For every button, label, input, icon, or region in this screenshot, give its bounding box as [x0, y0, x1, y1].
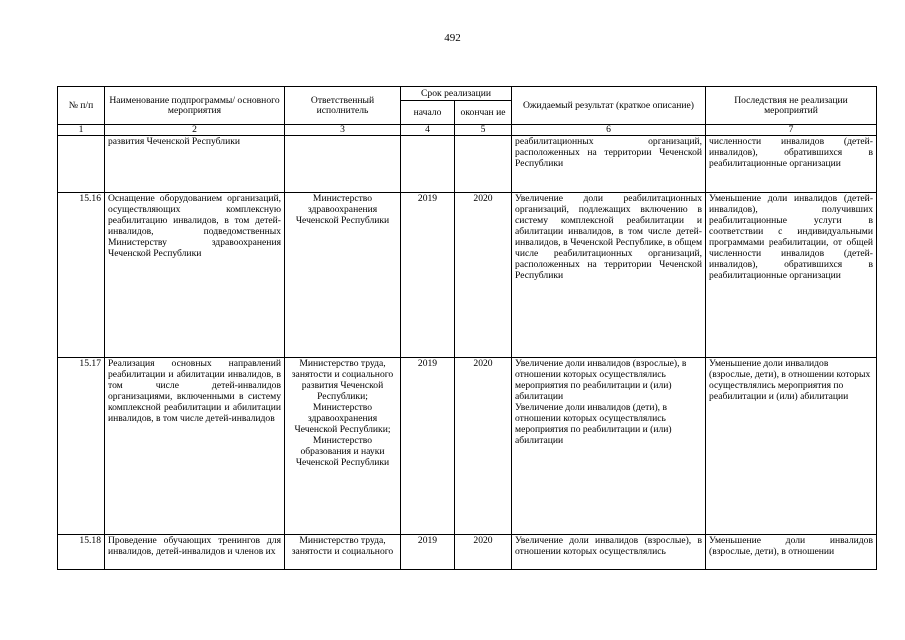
row-consequences: Уменьшение доли инвалидов (взрослые, дети), в отношении — [706, 535, 877, 570]
row-start: 2019 — [401, 193, 455, 358]
row-executor: Министерство здравоохранения Чеченской Республики — [285, 193, 401, 358]
row-name: развития Чеченской Республики — [105, 136, 285, 193]
row-consequences: Уменьшение доли инвалидов (взрослые, дети), в отношении которых осуществлялись мероприятия по реабилитации и (или) абилитации — [706, 358, 877, 535]
row-name: Оснащение оборудованием организаций, осуществляющих комплексную реабилитацию инвалидов, в том детей-инвалидов, подведомственных Министерству здравоохранения Чеченской Республики — [105, 193, 285, 358]
header-end: окончан ие — [455, 101, 512, 125]
row-end: 2020 — [455, 358, 512, 535]
header-num: № п/п — [58, 87, 105, 125]
row-executor: Министерство труда, занятости и социального развития Чеченской Республики; Министерство здравоохранения Чеченской Республики; Министерство образования и науки Чеченской Республики — [285, 358, 401, 535]
table-row — [58, 358, 877, 535]
row-result: реабилитационных организаций, расположенных на территории Чеченской Республики — [512, 136, 706, 193]
row-start: 2019 — [401, 358, 455, 535]
col-number: 7 — [706, 125, 877, 136]
header-executor: Ответственный исполнитель — [285, 87, 401, 125]
header-consequences: Последствия не реализации мероприятий — [706, 87, 877, 125]
row-start: 2019 — [401, 535, 455, 570]
col-number: 3 — [285, 125, 401, 136]
row-executor — [285, 136, 401, 193]
row-result: Увеличение доли реабилитационных организаций, подлежащих включению в систему комплексной реабилитации и абилитации инвалидов, в том числе детей-инвалидов, в Чеченской Республике, в общем числе реабилитационных организаций, расположенных на территории Чеченской Республики — [512, 193, 706, 358]
row-start — [401, 136, 455, 193]
col-number: 6 — [512, 125, 706, 136]
header-period: Срок реализации — [401, 87, 512, 101]
page-number: 492 — [444, 32, 461, 44]
row-executor: Министерство труда, занятости и социального — [285, 535, 401, 570]
row-name: Реализация основных направлений реабилитации и абилитации инвалидов, в том числе детей-инвалидов организациями, включенными в систему комплексной реабилитации и абилитации инвалидов, в том числе детей-инвалидов — [105, 358, 285, 535]
row-end: 2020 — [455, 535, 512, 570]
program-table — [57, 86, 877, 570]
col-number: 4 — [401, 125, 455, 136]
table-row — [58, 535, 877, 570]
row-number — [58, 136, 105, 193]
row-end — [455, 136, 512, 193]
col-number: 1 — [58, 125, 105, 136]
row-number: 15.16 — [58, 193, 105, 358]
table-row — [58, 136, 877, 193]
row-result: Увеличение доли инвалидов (взрослые), в отношении которых осуществлялись мероприятия по реабилитации и (или) абилитации Увеличение доли инвалидов (дети), в отношении которых осуществлялись мероприятия по реабилитации и (или) абилитации — [512, 358, 706, 535]
table-row — [58, 193, 877, 358]
row-end: 2020 — [455, 193, 512, 358]
col-number: 5 — [455, 125, 512, 136]
row-consequences: Уменьшение доли инвалидов (детей-инвалидов), получивших реабилитационные услуги в соответствии с индивидуальными программами реабилитации, от общей численности инвалидов (детей-инвалидов), обратившихся в реабилитационные организации — [706, 193, 877, 358]
row-consequences: численности инвалидов (детей-инвалидов), обратившихся в реабилитационные организации — [706, 136, 877, 193]
header-name: Наименование подпрограммы/ основного мероприятия — [105, 87, 285, 125]
row-number: 15.18 — [58, 535, 105, 570]
row-result: Увеличение доли инвалидов (взрослые), в отношении которых осуществлялись — [512, 535, 706, 570]
row-number: 15.17 — [58, 358, 105, 535]
row-name: Проведение обучающих тренингов для инвалидов, детей-инвалидов и членов их — [105, 535, 285, 570]
header-result: Ожидаемый результат (краткое описание) — [512, 87, 706, 125]
col-number: 2 — [105, 125, 285, 136]
header-start: начало — [401, 101, 455, 125]
